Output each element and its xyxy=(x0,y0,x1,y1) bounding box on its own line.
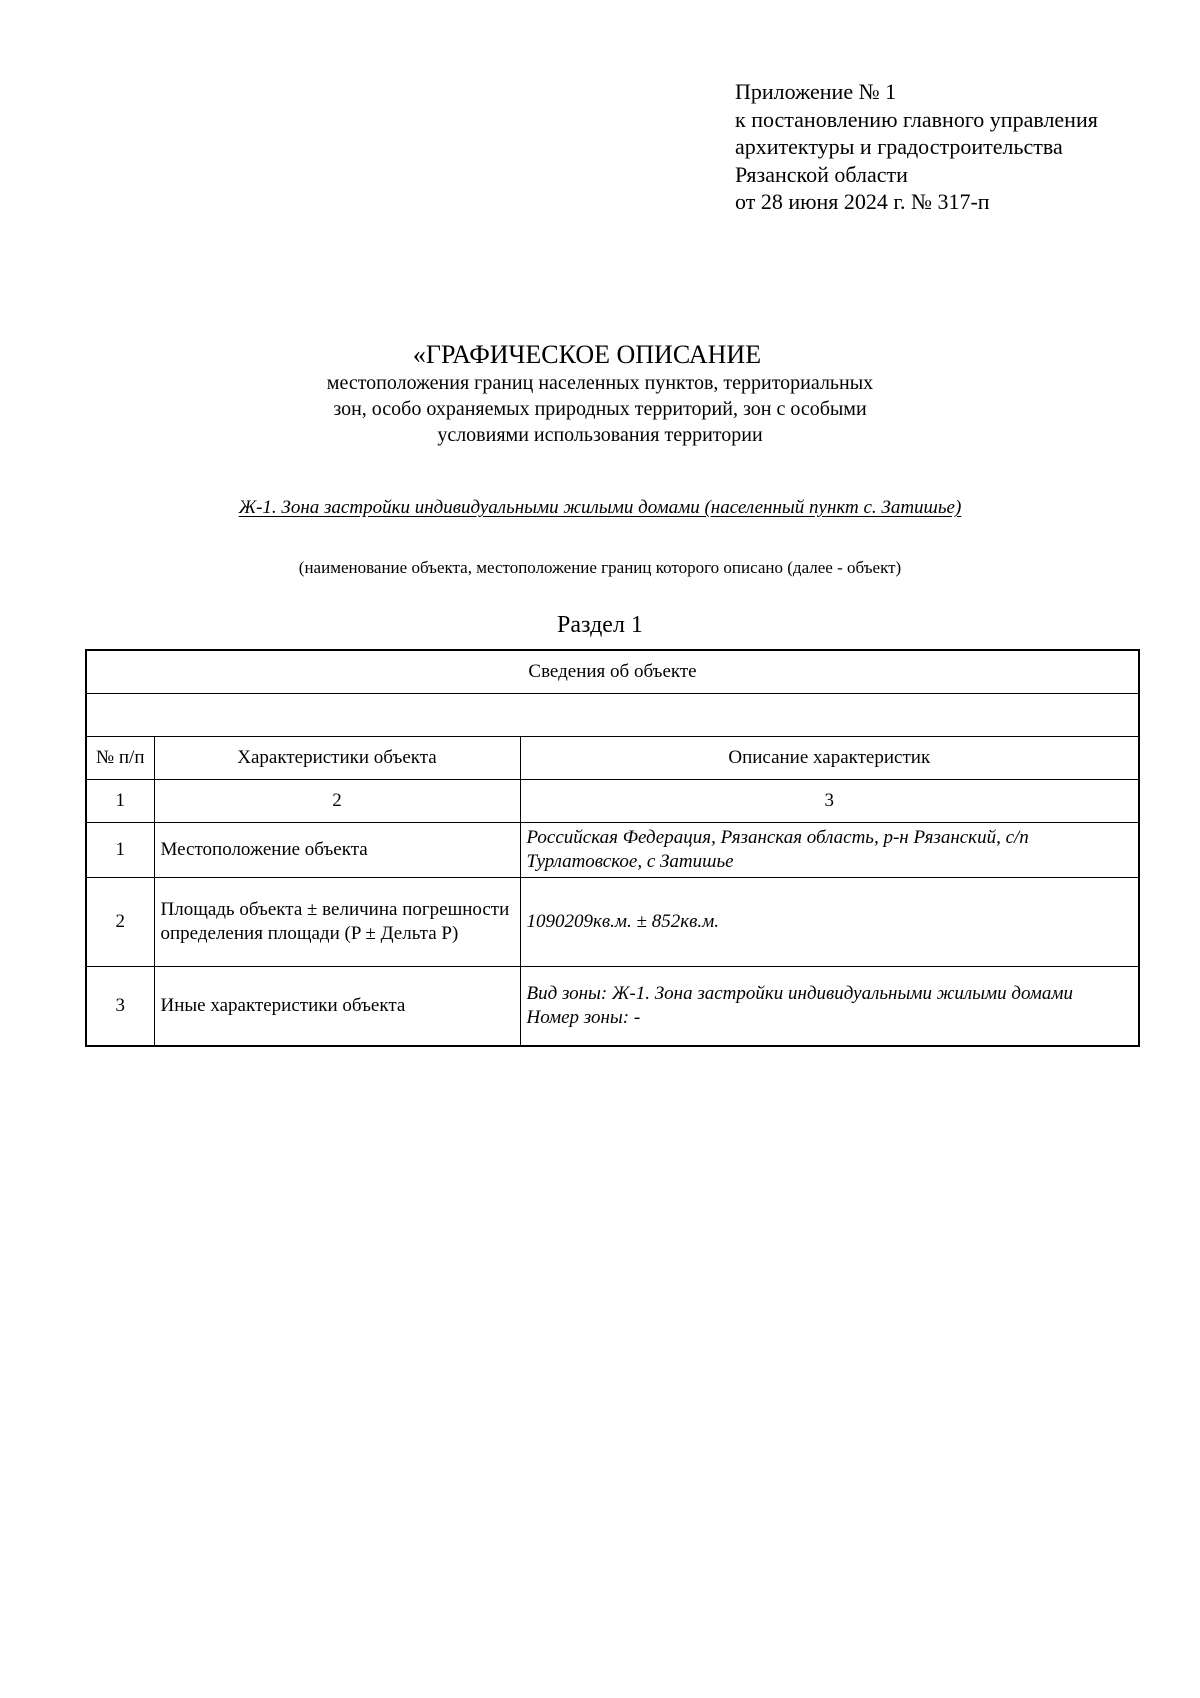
appendix-line: Приложение № 1 xyxy=(735,79,897,104)
row-description-line: Российская Федерация, Рязанская область, р-н Рязанский, с/п Турлатовское, с Затишье xyxy=(526,827,1029,872)
document-title: «ГРАФИЧЕСКОЕ ОПИСАНИЕ xyxy=(412,340,762,369)
row-number: 2 xyxy=(86,878,154,967)
appendix-line: архитектуры и градостроительства xyxy=(735,134,1063,159)
table-header-row xyxy=(86,650,1139,694)
table-row xyxy=(86,823,1139,878)
row-description-line: Номер зоны: - xyxy=(526,1007,641,1028)
table-blank-row xyxy=(86,694,1139,737)
object-info-table xyxy=(85,649,1140,1047)
table-column-numbers xyxy=(86,780,1139,823)
row-characteristic: Иные характеристики объекта xyxy=(154,967,520,1047)
appendix-line: от 28 июня 2024 г. № 317-п xyxy=(735,189,990,214)
appendix-header xyxy=(735,78,1098,216)
table-row xyxy=(86,967,1139,1047)
row-description-line: Вид зоны: Ж-1. Зона застройки индивидуальными жилыми домами xyxy=(526,983,1074,1004)
object-caption: (наименование объекта, местоположение границ которого описано (далее - объект) xyxy=(298,558,902,577)
table-header: Сведения об объекте xyxy=(86,650,1139,694)
column-number: 3 xyxy=(520,780,1139,823)
document-subtitle-line: условиями использования территории xyxy=(437,424,763,446)
column-header-description: Описание характеристик xyxy=(520,737,1139,780)
row-description-line: 1090209кв.м. ± 852кв.м. xyxy=(526,911,719,932)
appendix-line: Рязанской области xyxy=(735,161,908,187)
table-blank-cell xyxy=(86,694,1139,737)
object-name: Ж-1. Зона застройки индивидуальными жилыми домами (населенный пункт с. Затишье) xyxy=(238,497,962,518)
column-header-characteristic: Характеристики объекта xyxy=(154,737,520,780)
table-row xyxy=(86,878,1139,967)
row-number: 3 xyxy=(86,967,154,1047)
column-number: 2 xyxy=(154,780,520,823)
document-subtitle-line: местоположения границ населенных пунктов, территориальных xyxy=(326,372,874,394)
row-characteristic: Площадь объекта ± величина погрешности определения площади (P ± Дельта P) xyxy=(154,878,520,967)
row-number: 1 xyxy=(86,823,154,878)
table-column-headers xyxy=(86,737,1139,780)
document-title-block xyxy=(0,340,1200,448)
column-number: 1 xyxy=(86,780,154,823)
section-title: Раздел 1 xyxy=(557,612,643,638)
row-description xyxy=(520,823,1139,878)
column-header-number: № п/п xyxy=(86,737,154,780)
row-description xyxy=(520,967,1139,1047)
document-subtitle-line: зон, особо охраняемых природных территорий, зон с особыми xyxy=(333,398,867,420)
row-characteristic: Местоположение объекта xyxy=(154,823,520,878)
appendix-line: к постановлению главного управления xyxy=(735,106,1098,132)
row-description xyxy=(520,878,1139,967)
